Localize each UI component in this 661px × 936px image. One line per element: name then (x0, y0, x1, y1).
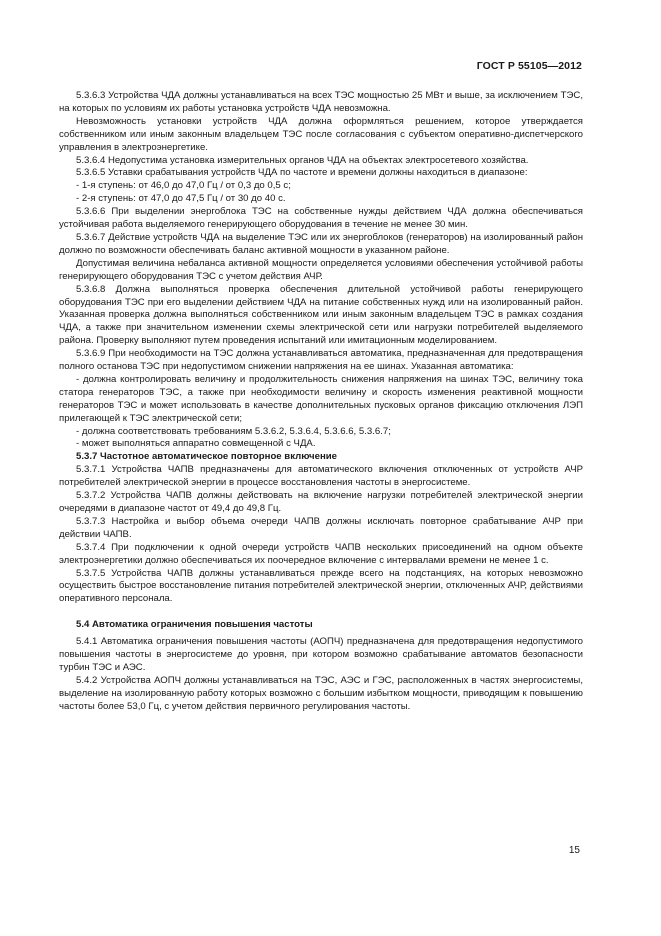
list-item-stage-1: - 1-я ступень: от 46,0 до 47,0 Гц / от 0,3 до 0,5 с; (76, 180, 291, 192)
list-item-stage-2: - 2-я ступень: от 47,0 до 47,5 Гц / от 30 до 40 с. (76, 193, 286, 205)
paragraph-5-3-6-9: 5.3.6.9 При необходимости на ТЭС должна устанавливаться автоматика, предназначенная для предотвращения полного останова ТЭС при недопустимом снижении напряжения на ее шинах. Указанная автоматика: (59, 348, 583, 373)
paragraph-5-4-2: 5.4.2 Устройства АОПЧ должны устанавливаться на ТЭС, АЭС и ГЭС, расположенных в частях энергосистемы, выделение на изолированную работу которых возможно с большим избытком мощности, приводящим к повышению частоты более 53,0 Гц, с учетом действия первичного регулирования частоты. (59, 674, 583, 712)
paragraph-imbalance: Допустимая величина небаланса активной мощности определяется условиями обеспечения устойчивой работы генерирующего оборудования ТЭС с учетом действия АЧР. (59, 257, 583, 282)
paragraph-5-3-6-4: 5.3.6.4 Недопустима установка измерительных органов ЧДА на объектах электросетевого хозяйства. (76, 154, 529, 166)
paragraph-5-3-7-1: 5.3.7.1 Устройства ЧАПВ предназначены для автоматического включения отключенных от устройств АЧР потребителей электрической энергии в процессе восстановления частоты в энергосистеме. (59, 464, 583, 489)
list-item-combined: - может выполняться аппаратно совмещенной с ЧДА. (76, 438, 316, 450)
paragraph-5-3-7-4: 5.3.7.4 При подключении к одной очереди устройств ЧАПВ нескольких присоединений на одном объекте электроэнергетики должно обеспечиваться их поочередное включение с интервалами времени не менее 1 с. (59, 541, 583, 566)
paragraph-5-3-6-7: 5.3.6.7 Действие устройств ЧДА на выделение ТЭС или их энергоблоков (генераторов) на изолированный район должно по возможности обеспечивать баланс активной мощности в указанном районе. (59, 231, 583, 256)
paragraph-5-4-1: 5.4.1 Автоматика ограничения повышения частоты (АОПЧ) предназначена для предотвращения недопустимого повышения частоты в энергосистеме до уровня, при котором возможно срабатывание автоматов безопасности турбин ТЭС и АЭС. (59, 636, 583, 673)
paragraph-5-3-6-8: 5.3.6.8 Должна выполняться проверка обеспечения длительной устойчивой работы генерирующего оборудования ТЭС при его выделении действием ЧДА на питание собственных нужд или на изолированный район. Указанная проверка должна выполняться собственником или иным законным владельцем ТЭС в рамках создания ЧДА, а также при значительном изменении схемы электрической сети или нагрузки потребителей выделяемого района. Проверку выполняют путем проведения испытаний или имитационным моделированием. (59, 283, 583, 347)
paragraph-5-3-6-3: 5.3.6.3 Устройства ЧДА должны устанавливаться на всех ТЭС мощностью 25 МВт и выше, за исключением ТЭС, на которых по условиям их работы установка устройств ЧДА невозможна. (59, 90, 583, 114)
paragraph-impossibility: Невозможность установки устройств ЧДА должна оформляться решением, которое утверждается собственником или иным законным владельцем ТЭС после согласования с субъектом оперативно-диспетчерского управления в электроэнергетике. (59, 115, 583, 153)
paragraph-5-3-7-5: 5.3.7.5 Устройства ЧАПВ должны устанавливаться прежде всего на подстанциях, на которых невозможно осуществить быстрое восстановление питания потребителей электрической энергии, отключенных АЧР, действиями оперативного персонала. (59, 567, 583, 605)
standard-header: ГОСТ Р 55105—2012 (476, 60, 582, 72)
paragraph-5-3-6-6: 5.3.6.6 При выделении энергоблока ТЭС на собственные нужды действием ЧДА должна обеспечиваться устойчивая работа выделяемого генерирующего оборудования в течение не менее 30 мин. (59, 206, 583, 231)
paragraph-5-3-7-3: 5.3.7.3 Настройка и выбор объема очереди ЧАПВ должны исключать повторное срабатывание АЧР при действии ЧАПВ. (59, 515, 583, 540)
paragraph-5-3-6-5: 5.3.6.5 Уставки срабатывания устройств ЧДА по частоте и времени должны находиться в диапазоне: (76, 167, 528, 179)
section-heading-5-4: 5.4 Автоматика ограничения повышения частоты (76, 619, 313, 631)
section-heading-5-3-7: 5.3.7 Частотное автоматическое повторное включение (76, 451, 337, 463)
list-item-control: - должна контролировать величину и продолжительность снижения напряжения на шинах ТЭС, величину тока статора генераторов ТЭС, а также при необходимости величину и скорость изменения реактивной мощности генераторов ТЭС и может использовать в качестве дополнительных пусковых органов фиксацию отключения ЛЭП прилегающей к ТЭС электрической сети; (59, 373, 583, 424)
list-item-requirements: - должна соответствовать требованиям 5.3.6.2, 5.3.6.4, 5.3.6.6, 5.3.6.7; (76, 425, 391, 437)
page-number: 15 (568, 845, 580, 856)
document-body (59, 90, 583, 714)
paragraph-5-3-7-2: 5.3.7.2 Устройства ЧАПВ должны действовать на включение нагрузки потребителей электрической энергии очередями в диапазоне частот от 49,4 до 49,8 Гц. (59, 490, 583, 514)
